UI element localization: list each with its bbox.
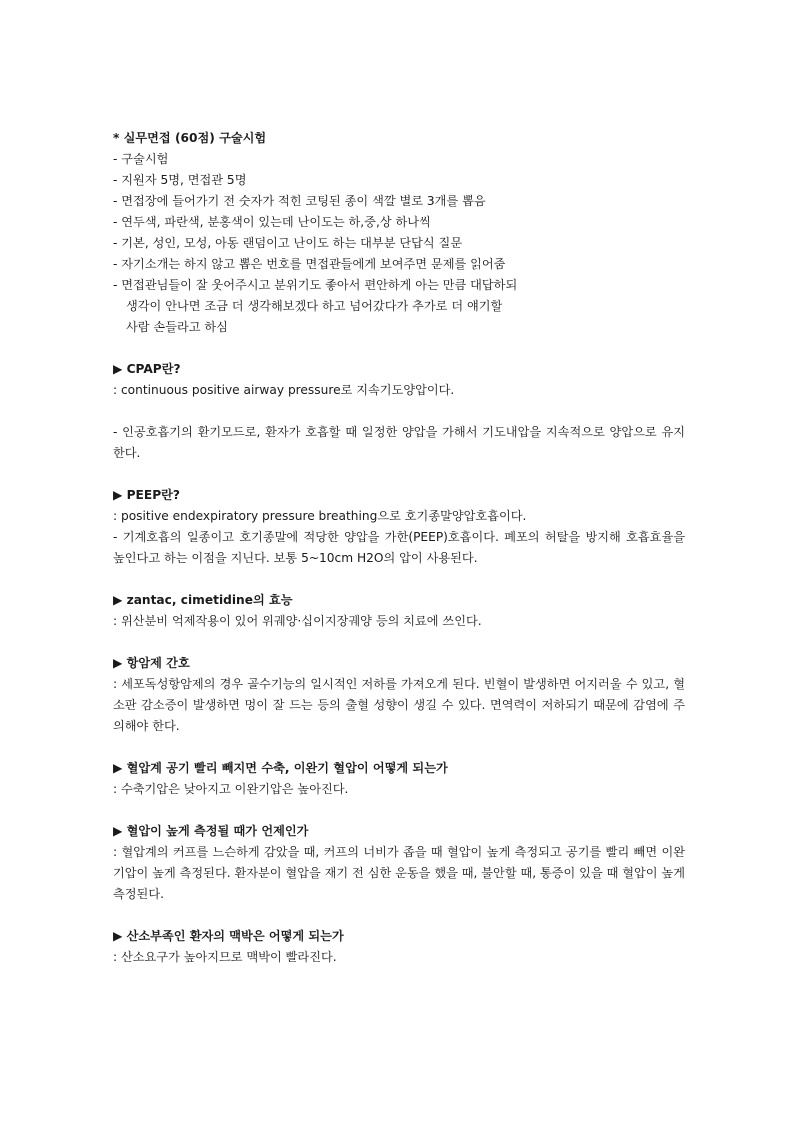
hypoxia-title: ▶ 산소부족인 환자의 맥박은 어떻게 되는가	[113, 929, 344, 943]
peep-detail: - 기계호흡의 일종이고 호기종말에 적당한 양압을 가한(PEEP)호흡이다. 폐포의 허탈을 방지해 호흡효율을 높인다고 하는 이점을 지닌다. 보통 5~10cm H2O의 압이 사용된다.	[113, 530, 685, 565]
intro-item: - 지원자 5명, 면접관 5명	[113, 173, 247, 187]
bp-high-answer: : 혈압계의 커프를 느슨하게 감았을 때, 커프의 너비가 좁을 때 혈압이 높게 측정되고 공기를 빨리 빼면 이완기압이 높게 측정된다. 환자분이 혈압을 재기 전 심한 운동을 했을 때, 불안할 때, 통증이 있을 때 혈압이 높게 측정된다.	[113, 845, 685, 901]
chemo-title: ▶ 항암제 간호	[113, 656, 190, 670]
spacer	[113, 737, 685, 758]
intro-item: - 기본, 성인, 모성, 아동 랜덤이고 난이도 하는 대부분 단답식 질문	[113, 236, 463, 250]
intro-item: - 면접관님들이 잘 웃어주시고 분위기도 좋아서 편안하게 아는 만큼 대답하되	[113, 278, 518, 292]
spacer	[113, 401, 685, 422]
zantac-title: ▶ zantac, cimetidine의 효능	[113, 593, 293, 607]
spacer	[113, 464, 685, 485]
chemo-answer: : 세포독성항암제의 경우 골수기능의 일시적인 저하를 가져오게 된다. 빈혈이 발생하면 어지러울 수 있고, 혈소판 감소증이 발생하면 멍이 잘 드는 등의 출혈 성향이 생길 수 있다. 면역력이 저하되기 때문에 감염에 주의해야 한다.	[113, 677, 685, 733]
intro-item: - 구술시험	[113, 152, 169, 166]
intro-heading: * 실무면접 (60점) 구술시험	[113, 131, 267, 145]
hypoxia-answer: : 산소요구가 높아지므로 맥박이 빨라진다.	[113, 950, 337, 964]
spacer	[113, 569, 685, 590]
spacer	[113, 905, 685, 926]
cpap-detail: - 인공호흡기의 환기모드로, 환자가 호흡할 때 일정한 양압을 가해서 기도내압을 지속적으로 양압으로 유지한다.	[113, 425, 685, 460]
cpap-title: ▶ CPAP란?	[113, 362, 181, 376]
bp-fast-answer: : 수축기압은 낮아지고 이완기압은 높아진다.	[113, 782, 349, 796]
bp-fast-title: ▶ 혈압계 공기 빨리 빼지면 수축, 이완기 혈압이 어떻게 되는가	[113, 761, 448, 775]
bp-high-title: ▶ 혈압이 높게 측정될 때가 언제인가	[113, 824, 309, 838]
spacer	[113, 800, 685, 821]
intro-continuation: 생각이 안나면 조금 더 생각해보겠다 하고 넘어갔다가 추가로 더 얘기할	[126, 299, 503, 313]
spacer	[113, 632, 685, 653]
peep-title: ▶ PEEP란?	[113, 488, 180, 502]
intro-item: - 연두색, 파란색, 분홍색이 있는데 난이도는 하,중,상 하나씩	[113, 215, 431, 229]
cpap-answer: : continuous positive airway pressure로 지속기도양압이다.	[113, 383, 455, 397]
peep-answer: : positive endexpiratory pressure breathing으로 호기종말양압호흡이다.	[113, 509, 527, 523]
zantac-answer: : 위산분비 억제작용이 있어 위궤양·십이지장궤양 등의 치료에 쓰인다.	[113, 614, 482, 628]
intro-item: - 자기소개는 하지 않고 뽑은 번호를 면접관들에게 보여주면 문제를 읽어줌	[113, 257, 506, 271]
document-page	[113, 128, 685, 968]
intro-item: - 면접장에 들어가기 전 숫자가 적힌 코팅된 종이 색깔 별로 3개를 뽑음	[113, 194, 486, 208]
intro-continuation: 사람 손들라고 하심	[126, 320, 228, 334]
spacer	[113, 338, 685, 359]
